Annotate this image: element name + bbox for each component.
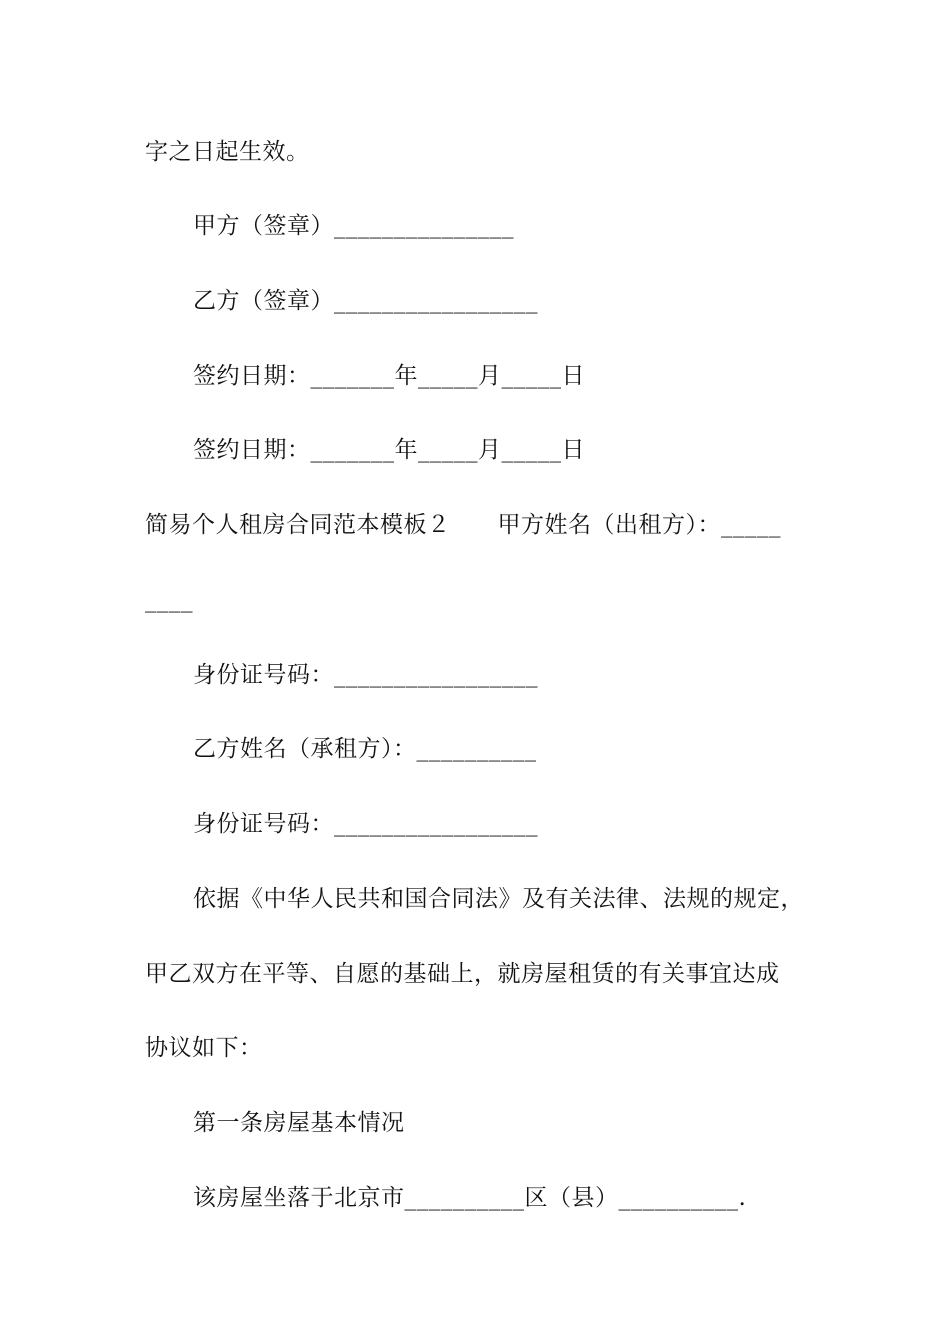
- text-line-continuation: ____: [145, 587, 193, 613]
- text-line-house-location: 该房屋坐落于北京市__________区（县）__________.: [193, 1185, 747, 1211]
- text-line-party-b-name: 乙方姓名（承租方）：__________: [193, 736, 537, 762]
- text-line-party-a-signature: 甲方（签章）_______________: [193, 213, 514, 239]
- text-line-template-title: 简易个人租房合同范本模板２ 甲方姓名（出租方）：_____: [145, 512, 781, 538]
- text-line-id-number-a: 身份证号码：_________________: [193, 662, 538, 688]
- text-line-article-one: 第一条房屋基本情况: [193, 1110, 405, 1136]
- text-line-agreement-basis: 甲乙双方在平等、自愿的基础上，就房屋租赁的有关事宜达成: [145, 961, 780, 987]
- text-line-legal-basis: 依据《中华人民共和国合同法》及有关法律、法规的规定，: [193, 886, 804, 912]
- text-line-sign-date-1: 签约日期：_______年_____月_____日: [193, 363, 585, 389]
- text-line-effective: 字之日起生效。: [145, 139, 310, 165]
- text-line-party-b-signature: 乙方（签章）_________________: [193, 288, 538, 314]
- text-line-agreement-follows: 协议如下：: [145, 1035, 263, 1061]
- text-line-sign-date-2: 签约日期：_______年_____月_____日: [193, 437, 585, 463]
- text-line-id-number-b: 身份证号码：_________________: [193, 811, 538, 837]
